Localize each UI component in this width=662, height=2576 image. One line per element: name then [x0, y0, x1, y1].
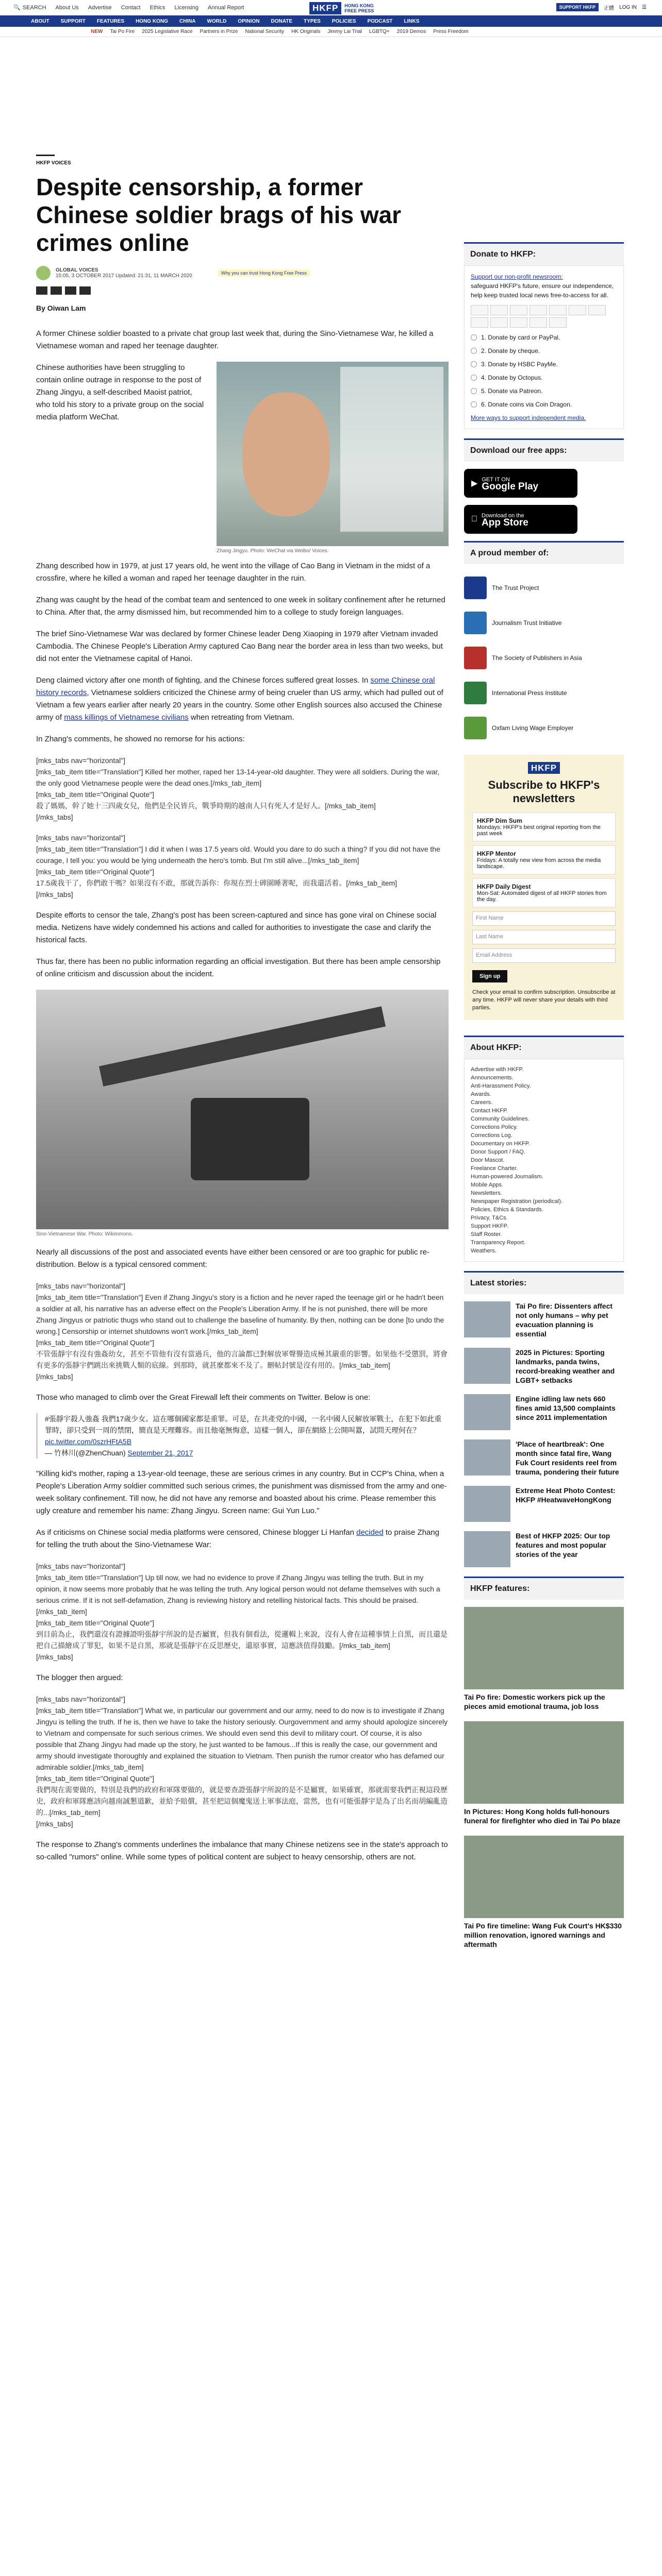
ipi-logo	[464, 682, 487, 704]
shortcode-block	[36, 832, 449, 900]
newsletter-option[interactable]	[472, 878, 616, 907]
more-ways-link[interactable]: More ways to support independent media.	[471, 414, 586, 421]
utility-bar	[0, 0, 662, 15]
payment-icon	[569, 305, 586, 315]
logo-line1: HONG KONG	[344, 3, 374, 8]
about-link[interactable]: Corrections Log.	[471, 1132, 512, 1139]
war-photo	[36, 990, 449, 1229]
newsletter-option[interactable]	[472, 812, 616, 841]
story-title: 'Place of heartbreak': One month since fatal fire, Wang Fuk Court residents reel from trauma, pondering their future	[516, 1440, 619, 1476]
search-label: SEARCH	[22, 4, 46, 11]
shortcode-line: 我們現在需要做的，特別是我們的政府和軍隊要做的，就是要查證張靜宇所說的是不是屬實，如果確實，那就需要我們正視這段歷史，政府和軍隊應該向越南誠懇道歉，並給予賠償，甚至把這個魔鬼送上軍事法庭，當然，也有可能張靜宇是為了出名而胡編亂造的...[/mks_tab_item]	[36, 1786, 448, 1817]
shortcode-line: [/mks_tabs]	[36, 813, 73, 821]
story-title: 2025 in Pictures: Sporting landmarks, panda twins, record-breaking weather and LGBT+ setbacks	[516, 1348, 615, 1384]
paragraph: Chinese authorities have been struggling to contain online outrage in response to the post of Zhang Jingyu, a self-described Maoist patriot, who told his story to a private group on the social media platform WeChat.	[36, 363, 204, 421]
feature-title: Tai Po fire: Domestic workers pick up the pieces amid emotional trauma, job loss	[464, 1693, 605, 1710]
shortcode-line: [mks_tab_item title="Translation"] I did it when I was 17.5 years old. Would you dare to do such a thing? If you did not have the courage, I tell you: you would be lying underneath the hero's tomb. But I'm still alive...[/mks_tab_item]	[36, 845, 440, 865]
member-name: The Society of Publishers in Asia	[492, 654, 582, 662]
feature-image	[464, 1721, 624, 1804]
new-badge: NEW	[91, 29, 103, 35]
site-logo[interactable]	[309, 1, 374, 15]
whatsapp-share-icon[interactable]	[65, 286, 76, 295]
about-link[interactable]: Staff Roster.	[471, 1231, 502, 1238]
app-store-big: App Store	[475, 517, 522, 528]
byline-text	[56, 267, 192, 279]
member-name: Journalism Trust Initiative	[492, 619, 562, 626]
shortcode-line: [mks_tab_item title="Original Quote"]	[36, 790, 154, 799]
about-link[interactable]: Privacy, T&Cs.	[471, 1215, 508, 1221]
tweet-date-link[interactable]: September 21, 2017	[127, 1449, 193, 1457]
jti-logo	[464, 612, 487, 634]
utility-link-advertise[interactable]: Advertise	[88, 4, 112, 11]
screenshot-text-overlay	[340, 367, 443, 532]
newsletter-option[interactable]	[472, 845, 616, 874]
paragraph: Zhang was caught by the head of the combat team and sentenced to one week in solitary confinement after he returned to China. After that, the army dismissed him, but recommended him to a college to study foreign languages.	[36, 596, 445, 617]
sidebar	[464, 242, 624, 1959]
shortcode-line: [mks_tab_item title="Original Quote"]	[36, 1774, 154, 1783]
donate-option[interactable]	[471, 400, 617, 409]
utility-link-ethics[interactable]: Ethics	[150, 4, 166, 11]
payment-icon	[471, 305, 488, 315]
nav-opinion[interactable]: OPINION	[238, 18, 260, 24]
shortcode-line: [/mks_tabs]	[36, 1653, 73, 1661]
trust-project-logo	[464, 577, 487, 599]
shortcode-line: 不管張靜宇有沒有強姦幼女，甚至不管他有沒有當過兵，他的言論都已對解放軍聲譽造成極其嚴重的影響。如果他不受懲罰，將會有更多的張靜宇們跳出來挑戰人類的底線。到那時，就甚麼都來不及了。刪帖封號是沒有用的。[/mks_tab_item]	[36, 1350, 448, 1369]
sopa-logo	[464, 647, 487, 669]
inline-link[interactable]: decided	[356, 1528, 384, 1537]
payment-icon	[510, 305, 527, 315]
paragraph	[36, 674, 449, 724]
story-thumbnail	[464, 1486, 510, 1522]
payment-icon	[588, 305, 606, 315]
about-link[interactable]: Documentary on HKFP.	[471, 1141, 530, 1147]
email-field[interactable]: Email Address	[472, 948, 616, 963]
nav-links[interactable]: LINKS	[404, 18, 420, 24]
nav-features[interactable]: FEATURES	[96, 18, 125, 24]
nav-policies[interactable]: POLICIES	[332, 18, 356, 24]
inline-link[interactable]: mass killings of Vietnamese civilians	[64, 713, 189, 722]
newsletter-title: Subscribe to HKFP's newsletters	[488, 778, 600, 805]
donate-option-label: 1. Donate by card or PayPal.	[481, 334, 560, 341]
utility-link-annual-report[interactable]: Annual Report	[208, 4, 244, 11]
source-name[interactable]: GLOBAL VOICES	[56, 267, 98, 273]
shortcode-line: [mks_tabs nav="horizontal"]	[36, 756, 125, 765]
trending-link[interactable]: Jimmy Lai Trial	[327, 29, 362, 35]
article-kicker[interactable]: HKFP VOICES	[36, 160, 71, 166]
members-heading: A proud member of:	[464, 541, 624, 564]
newsletter-option-desc: Mon-Sat: Automated digest of all HKFP stories from the day.	[477, 890, 607, 903]
apps-heading: Download our free apps:	[464, 438, 624, 462]
donate-option-label: 5. Donate via Patreon.	[481, 387, 543, 395]
search-button[interactable]	[13, 4, 46, 11]
story-title: Extreme Heat Photo Contest: HKFP #HeatwaveHongKong	[516, 1486, 616, 1504]
donate-option[interactable]	[471, 386, 617, 396]
trending-link[interactable]: National Security	[245, 29, 285, 35]
nav-china[interactable]: CHINA	[179, 18, 196, 24]
tweet-handle: — 竹林川(@ZhenChuan)	[45, 1449, 126, 1457]
donate-option-label: 3. Donate by HSBC PayMe.	[481, 361, 558, 368]
about-link[interactable]: Announcements.	[471, 1075, 514, 1081]
language-toggle[interactable]: 正體	[604, 5, 615, 11]
paragraph: The blogger then argued:	[36, 1673, 123, 1682]
trending-link[interactable]: Tai Po Fire	[110, 29, 135, 35]
newsletter-option-desc: Mondays: HKFP's best original reporting from the past week	[477, 824, 601, 837]
source-avatar	[36, 266, 51, 280]
utility-links	[13, 4, 244, 11]
shortcode-block	[36, 1693, 449, 1829]
trending-link[interactable]: 2025 Legislative Race	[142, 29, 193, 35]
about-list	[464, 1059, 624, 1262]
text: when retreating from Vietnam.	[188, 713, 294, 722]
feature-title: Tai Po fire timeline: Wang Fuk Court's HK$330 million renovation, ignored warnings and aftermath	[464, 1922, 622, 1948]
donate-option-label: 6. Donate coins via Coin Dragon.	[481, 401, 572, 408]
search-icon: 🔍	[13, 5, 21, 11]
google-play-icon: ▶	[471, 479, 478, 488]
nav-support[interactable]: SUPPORT	[60, 18, 86, 24]
donate-option[interactable]	[471, 373, 617, 382]
shortcode-block	[36, 1561, 449, 1663]
text: As if criticisms on Chinese social media platforms were censored, Chinese blogger Li Hanfan	[36, 1528, 357, 1537]
utility-right	[556, 3, 647, 11]
story-thumbnail	[464, 1301, 510, 1337]
last-name-field[interactable]: Last Name	[472, 930, 616, 944]
payment-icon	[549, 317, 567, 328]
trending-link[interactable]: Press Freedom	[433, 29, 469, 35]
paragraph: The brief Sino-Vietnamese War was declared by former Chinese leader Deng Xiaoping in 1979 after Vietnam invaded Cambodia. The Chinese People's Liberation Army captured Cao Bang near the border area in less than two weeks, but did not enter the Vietnamese capital of Hanoi.	[36, 630, 443, 663]
latest-story[interactable]	[464, 1301, 624, 1338]
menu-icon[interactable]: ☰	[642, 4, 647, 10]
payment-icon	[529, 305, 547, 315]
image-caption: Zhang Jingyu. Photo: WeChat via Weibo/ Voices.	[217, 548, 329, 554]
text: , Vietnamese soldiers criticized the Chinese army of being crueler than US army, which had pulled out of Vietnam a few years earlier after nearly 20 years in the country. Some other English sources also accused the Chinese army of	[36, 688, 443, 722]
shortcode-line: [mks_tab_item title="Translation"] Up till now, we had no evidence to prove if Zhang Jingyu was telling the truth. But in my opinion, it now seems more probably that he was telling the truth. Any logical person would not defame themselves with such a serious crime. If it is not self-defamation, Zhang is reviewing history and retelling historical facts. This should be praised.[/mks_tab_item]	[36, 1573, 440, 1616]
radio-icon	[471, 401, 477, 408]
facebook-share-icon[interactable]	[36, 286, 47, 295]
payment-icon	[490, 317, 508, 328]
donate-option[interactable]	[471, 333, 617, 342]
shortcode-block	[36, 755, 449, 823]
paragraph: A former Chinese soldier boasted to a private chat group last week that, during the Sino-Vietnamese War, he killed a Vietnamese woman and raped her teenage daughter.	[36, 329, 434, 350]
shortcode-line: 殺了媽媽，幹了她十三四歲女兒，他們是全民皆兵，戰爭時期的越南人只有死人才是好人。[/mks_tab_item]	[36, 802, 376, 810]
tweet-media-link[interactable]: pic.twitter.com/0szrHFtA5B	[45, 1437, 132, 1446]
about-heading: About HKFP:	[464, 1036, 624, 1059]
nav-world[interactable]: WORLD	[207, 18, 227, 24]
artillery-barrel	[99, 1006, 386, 1087]
latest-heading: Latest stories:	[464, 1271, 624, 1294]
feature-image	[464, 1836, 624, 1918]
nav-hong-kong[interactable]: HONG KONG	[136, 18, 168, 24]
donate-option[interactable]	[471, 360, 617, 369]
latest-story[interactable]	[464, 1394, 624, 1430]
paragraph: In Zhang's comments, he showed no remorse for his actions:	[36, 735, 245, 743]
feature-title: In Pictures: Hong Kong holds full-honours funeral for firefighter who died in Tai Po blaze	[464, 1807, 621, 1825]
latest-story[interactable]	[464, 1348, 624, 1385]
app-store-button[interactable]	[464, 505, 577, 534]
member-name: Oxfam Living Wage Employer	[492, 724, 574, 732]
member-name: The Trust Project	[492, 584, 539, 591]
shortcode-line: [mks_tabs nav="horizontal"]	[36, 834, 125, 842]
story-title: Best of HKFP 2025: Our top features and most popular stories of the year	[516, 1532, 610, 1558]
article	[36, 155, 449, 1873]
trending-link[interactable]: 2019 Demos	[396, 29, 426, 35]
article-title: Despite censorship, a former Chinese soldier brags of his war crimes online	[36, 174, 402, 256]
about-link[interactable]: Newsletters.	[471, 1190, 502, 1196]
twitter-share-icon[interactable]	[51, 286, 62, 295]
about-link[interactable]: Human-powered Journalism.	[471, 1174, 543, 1180]
paragraph: "Killing kid's mother, raping a 13-year-old teenage, these are serious crimes in any country. But in CCP's China, when a People's Liberation Army soldier committed such serious crimes, the punishment was dismissed from the army and one-week solitary confinement. Till now, he did not have any remorse and boasted about his crime. Please remember this ugly creature and remember his name: Zhang Jingyu. Screen name: Gui Yun Luo."	[36, 1469, 447, 1515]
feature-image	[464, 1607, 624, 1689]
trending-nav	[0, 27, 662, 37]
newsletter-option-name: HKFP Dim Sum	[477, 817, 522, 824]
tweet-attribution	[45, 1447, 449, 1459]
member-org[interactable]	[464, 682, 624, 704]
publish-dates: 15:05, 3 OCTOBER 2017 Updated: 21:31, 11 MARCH 2020	[56, 273, 192, 279]
feature-story[interactable]	[464, 1836, 624, 1949]
latest-story[interactable]	[464, 1531, 624, 1567]
main-nav	[0, 15, 662, 27]
story-thumbnail	[464, 1394, 510, 1430]
shortcode-line: [mks_tabs nav="horizontal"]	[36, 1562, 125, 1570]
lead-image	[217, 362, 449, 546]
shortcode-line: [mks_tab_item title="Translation"] Killed her mother, raped her 13-14-year-old daughter. They were all soldiers. During the war, the only good Vietnamese people were the dead ones.[/mks_tab_item]	[36, 768, 440, 787]
donate-option[interactable]	[471, 346, 617, 355]
paragraph: Thus far, there has been no public information regarding an official investigation. But there has been ample censorship of online criticism and discussion about the incident.	[36, 957, 441, 978]
about-link[interactable]: Transparency Report.	[471, 1240, 525, 1246]
trust-link[interactable]: Why you can trust Hong Kong Free Press	[218, 269, 310, 277]
shortcode-line: [/mks_tabs]	[36, 1372, 73, 1381]
text: to praise Zhang for telling the truth about the Sino-Vietnamese War:	[36, 1528, 440, 1549]
login-link[interactable]: LOG IN	[619, 4, 637, 10]
shortcode-line: [mks_tab_item title="Original Quote"]	[36, 1338, 154, 1347]
oxfam-logo	[464, 717, 487, 739]
latest-story[interactable]	[464, 1439, 624, 1477]
trending-link[interactable]: Partners in Prize	[200, 29, 238, 35]
logo-mark: HKFP	[309, 2, 341, 14]
about-link[interactable]: Weathers.	[471, 1248, 496, 1254]
about-link[interactable]: Support HKFP.	[471, 1223, 508, 1229]
shortcode-block	[36, 1280, 449, 1382]
story-thumbnail	[464, 1348, 510, 1384]
payment-icon	[510, 317, 527, 328]
utility-link-licensing[interactable]: Licensing	[174, 4, 199, 11]
payment-icon	[549, 305, 567, 315]
radio-icon	[471, 334, 477, 341]
member-org[interactable]	[464, 717, 624, 739]
tweet-text: #張靜宇殺人強姦 我們17歲少女。這在哪個國家都是重罪。可是，在共產党的中國，一名中國人民解放軍戰士，在犯下如此重罪時，卻只受到一周的禁閉，簡直是天理難容。而且他毫無悔意，這樣一個人，卻在網絡上公開叫囂，試問天理何在？	[45, 1415, 442, 1434]
apple-icon	[471, 515, 477, 524]
radio-icon	[471, 388, 477, 394]
byline	[36, 266, 449, 280]
about-link[interactable]: Donor Support / FAQ.	[471, 1149, 525, 1155]
story-title: Engine idling law nets 660 fines amid 13,500 complaints since 2011 implementation	[516, 1395, 616, 1421]
share-buttons	[36, 286, 449, 295]
nav-podcast[interactable]: PODCAST	[367, 18, 393, 24]
about-link[interactable]: Careers.	[471, 1099, 493, 1106]
member-org[interactable]	[464, 577, 624, 599]
shortcode-line: [mks_tabs nav="horizontal"]	[36, 1282, 125, 1290]
google-play-small: GET IT ON	[482, 477, 510, 483]
member-org[interactable]	[464, 647, 624, 669]
shortcode-line: [/mks_tabs]	[36, 890, 73, 899]
about-link[interactable]: Awards.	[471, 1091, 491, 1097]
nav-types[interactable]: TYPES	[304, 18, 321, 24]
feature-story[interactable]	[464, 1721, 624, 1825]
about-link[interactable]: Newspaper Registration (periodical).	[471, 1198, 562, 1205]
portrait	[242, 393, 330, 516]
image-caption: Sino-Vietnamese War. Photo: Wikimmons.	[36, 1231, 133, 1237]
paragraph	[36, 1527, 449, 1551]
nav-donate[interactable]: DONATE	[271, 18, 293, 24]
signup-button[interactable]: Sign up	[472, 970, 507, 982]
feature-story[interactable]	[464, 1607, 624, 1711]
nav-about[interactable]: ABOUT	[31, 18, 49, 24]
payment-methods	[471, 305, 617, 328]
app-store-small: Download on the	[475, 513, 518, 519]
trending-link[interactable]: LGBTQ+	[369, 29, 390, 35]
donate-option-label: 2. Donate by cheque.	[481, 347, 540, 354]
latest-story[interactable]	[464, 1486, 624, 1522]
payment-icon	[471, 317, 488, 328]
newsletter-option-name: HKFP Daily Digest	[477, 883, 531, 890]
radio-icon	[471, 361, 477, 367]
shortcode-line: 到目前為止，我們還沒有證據證明張靜宇所說的是否屬實，但我有個看法，從邏輯上來說，沒有人會在這種事情上自黑，而且還是把自己描繪成了罪犯，如果不是自黑，那就是張靜宇在反思歷史，還原事實，這應該值得鼓勵。[/mks_tab_item]	[36, 1630, 448, 1650]
about-link[interactable]: Door Mascot.	[471, 1157, 505, 1163]
about-link[interactable]: Corrections Policy.	[471, 1124, 518, 1130]
payment-icon	[529, 317, 547, 328]
donate-link[interactable]: Support our non-profit newsroom:	[471, 273, 563, 280]
logo-line2: FREE PRESS	[344, 8, 374, 13]
about-link[interactable]: Community Guidelines.	[471, 1116, 529, 1122]
google-play-button[interactable]	[464, 469, 577, 498]
trending-link[interactable]: HK Originals	[291, 29, 321, 35]
paragraph: Despite efforts to censor the tale, Zhang's post has been screen-captured and since has gone viral on Chinese social media. Netizens have widely condemned his actions and called for authorities to investigate the case and clarify the historical facts.	[36, 911, 437, 944]
utility-link-about[interactable]: About Us	[55, 4, 79, 11]
donate-heading: Donate to HKFP:	[464, 242, 624, 265]
author-line: By Oiwan Lam	[36, 304, 86, 312]
member-org[interactable]	[464, 612, 624, 634]
story-thumbnail	[464, 1531, 510, 1567]
features-heading: HKFP features:	[464, 1577, 624, 1600]
member-name: International Press Institute	[492, 689, 567, 697]
about-link[interactable]: Contact HKFP.	[471, 1108, 508, 1114]
donate-option-label: 4. Donate by Octopus.	[481, 374, 543, 381]
story-thumbnail	[464, 1439, 510, 1476]
donate-text: safeguard HKFP's future, ensure our independence, help keep trusted local news free-to-access for all.	[471, 282, 614, 299]
paragraph: Nearly all discussions of the post and associated events have either been censored or are too graphic for public re-distribution. Below is a typical censored comment:	[36, 1248, 429, 1269]
first-name-field[interactable]: First Name	[472, 911, 616, 926]
google-play-text	[482, 477, 538, 490]
newsletter-option-desc: Fridays: A totally new view from across the media landscape.	[477, 857, 601, 870]
newsletter-option-name: HKFP Mentor	[477, 850, 516, 857]
artillery-base	[191, 1098, 309, 1180]
paragraph: The response to Zhang's comments underlines the imbalance that many Chinese netizens see in the state's approach to so-called "rumors" online. While some types of political content are subject to heavy censorship, others are not.	[36, 1840, 448, 1861]
support-button[interactable]: SUPPORT HKFP	[556, 3, 599, 11]
email-share-icon[interactable]	[79, 286, 91, 295]
utility-link-contact[interactable]: Contact	[121, 4, 141, 11]
radio-icon	[471, 348, 477, 354]
about-link[interactable]: Policies, Ethics & Standards.	[471, 1207, 543, 1213]
newsletter-box	[464, 755, 624, 1020]
about-link[interactable]: Mobile Apps.	[471, 1182, 503, 1188]
newsletter-note: Check your email to confirm subscription. Unsubscribe at any time. HKFP will never share your details with third parties.	[472, 989, 616, 1011]
shortcode-line: [mks_tab_item title="Translation"] What we, in particular our government and our army, need to do now is to investigate if Zhang Jingyu is telling the truth. If he is, then we have to take the history seriously. Ourgovernment and army should apologize sincerely to Vietnam and compensate for such serious crimes. We should even send this devil to military court. Of course, it is also possible that Zhang Jingyu had made up the story, he just wanted to be famous...If this is really the case, our government and army should investigate thoroughly and explained the situation to Vietnam. Then punish the rumor creator who has defamed our admirable soldier.[/mks_tab_item]	[36, 1706, 448, 1771]
shortcode-line: 17.5歲我干了，你們敢干嗎？如果沒有不敢，那就告訴你：你現在烈士碑園睡著呢，而我還活着。[/mks_tab_item]	[36, 879, 398, 887]
donate-box	[464, 265, 624, 429]
newsletter-logo: HKFP	[528, 762, 560, 774]
embedded-tweet	[36, 1413, 449, 1459]
shortcode-line: [mks_tab_item title="Original Quote"]	[36, 868, 154, 876]
logo-wordmark	[344, 3, 374, 13]
payment-icon	[490, 305, 508, 315]
paragraph: Zhang described how in 1979, at just 17 years old, he went into the village of Cao Bang in Vietnam in the midst of a crossfire, where he killed a woman and raped her teenage daughter in the ruin.	[36, 562, 431, 583]
shortcode-line: [/mks_tabs]	[36, 1820, 73, 1828]
shortcode-line: [mks_tab_item title="Original Quote"]	[36, 1619, 154, 1627]
radio-icon	[471, 375, 477, 381]
story-title: Tai Po fire: Dissenters affect not only humans – why pet evacuation planning is essential	[516, 1302, 613, 1338]
shortcode-line: [mks_tabs nav="horizontal"]	[36, 1695, 125, 1703]
shortcode-line: [mks_tab_item title="Translation"] Even if Zhang Jingyu's story is a fiction and he never raped the teenage girl or he hadn't been a soldier at all, his narrative has an adverse effect on the People's Liberation Army. If he is not punished, there will be more Zhang Jingyus or patriotic thugs who stand out to challenge the baseline of humanity. By then, nothing can be done [to undo the wrong.] Censorship or internet shutdowns won't work.[/mks_tab_item]	[36, 1293, 444, 1335]
lead-figure	[217, 362, 449, 554]
text: Deng claimed victory after one month of fighting, and the Chinese forces suffered great losses. In	[36, 676, 371, 685]
paragraph: Those who managed to climb over the Great Firewall left their comments on Twitter. Below is one:	[36, 1393, 371, 1402]
inline-link[interactable]: some Chinese oral history records	[36, 676, 435, 697]
app-store-text	[475, 513, 528, 528]
about-link[interactable]: Anti-Harassment Policy.	[471, 1083, 531, 1089]
about-link[interactable]: Advertise with HKFP.	[471, 1066, 524, 1073]
about-link[interactable]: Freelance Charter.	[471, 1165, 518, 1172]
kicker-rule	[36, 155, 55, 156]
google-play-big: Google Play	[482, 481, 539, 492]
